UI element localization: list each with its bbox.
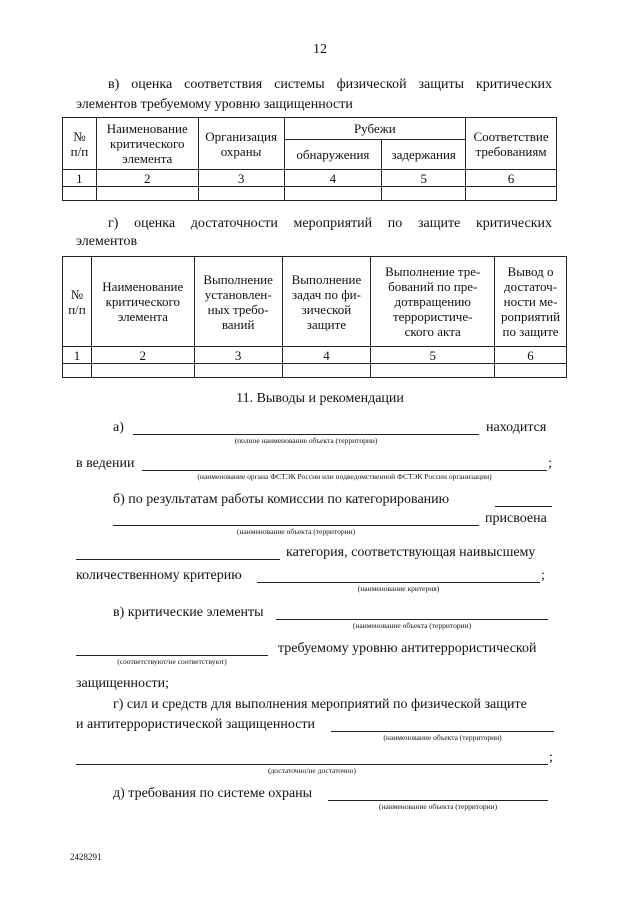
table-g-empty-cell [371,364,495,378]
table-v-header-num: № п/п [63,118,97,170]
vedenii-caption: (наименование органа ФСТЭК России или подведомственной ФСТЭК России организации) [197,472,492,481]
item-a-suffix: находится [486,420,547,435]
table-v-empty-cell [198,187,284,201]
table-g-header-num: № п/п [63,257,92,347]
table-v-empty-cell [382,187,466,201]
table-g-header-prevent: Выполнение тре- бований по пре- дотвращению террористиче- ского акта [371,257,495,347]
vedenii-blank[interactable] [142,470,547,471]
item-g-caption: (наименование объекта (территории) [383,733,502,742]
table-v-num-2: 2 [96,170,198,187]
criterion-blank[interactable] [257,582,540,583]
table-v-empty-cell [63,187,97,201]
table-g-empty-cell [282,364,371,378]
table-v-num-6: 6 [466,170,557,187]
table-v-empty-cell [96,187,198,201]
table-g-header-name: Наименование критического элемента [91,257,194,347]
kategoria-text: категория, соответствующая наивысшему [286,545,536,560]
item-b-blank-1[interactable] [495,506,552,507]
table-v-empty-cell [284,187,382,201]
item-g-blank[interactable] [331,731,554,732]
item-g-line1: г) сил и средств для выполнения мероприятий по физической защите [113,697,527,712]
table-v-header-hold: задержания [382,140,466,170]
table-g-num-3: 3 [194,347,282,364]
table-g-header-conclusion: Вывод о достаточ- ности ме- роприятий по защите [495,257,567,347]
table-g-header-tasks: Выполнение задач по фи- зической защите [282,257,371,347]
table-g-empty-cell [194,364,282,378]
item-v-caption-2: (соответствуют/не соответствуют) [117,657,227,666]
table-g-empty-cell [63,364,92,378]
kolich-semicolon: ; [541,568,545,583]
kolich-label: количественному критерию [76,568,242,583]
item-v-blank-2[interactable] [76,655,268,656]
table-v [62,117,557,201]
item-g-caption-2: (достаточно/не достаточно) [267,766,356,775]
table-g-num-6: 6 [495,347,567,364]
item-v-caption: (наименование объекта (территории) [352,621,472,630]
table-v-header-name: Наименование критического элемента [96,118,198,170]
item-g-line2: и антитеррористической защищенности [76,717,316,732]
vedenii-semicolon: ; [548,456,552,471]
table-v-num-5: 5 [382,170,466,187]
table-g-empty-cell [495,364,567,378]
item-g-blank-2[interactable] [76,764,548,765]
table-g-empty-cell [91,364,194,378]
section-v-line1: в) оценка соответствия системы физической защиты критических [108,77,552,92]
table-v-header-detect: обнаружения [284,140,382,170]
item-v-line: в) критические элементы [113,605,264,620]
zashch-text: защищенности; [76,676,170,691]
table-g-num-1: 1 [63,347,92,364]
vedenii-label: в ведении [76,456,135,471]
table-g-num-4: 4 [282,347,371,364]
footer-code: 2428291 [70,852,102,862]
table-v-header-org: Организация охраны [198,118,284,170]
section-g-line2: элементов [76,234,138,249]
table-v-header-conform: Соответствие требованиям [466,118,557,170]
item-b-caption: (наименование объекта (территории) [236,527,356,536]
item-v-blank[interactable] [276,619,548,620]
table-v-num-1: 1 [63,170,97,187]
table-v-empty-cell [466,187,557,201]
table-v-num-3: 3 [198,170,284,187]
table-v-num-4: 4 [284,170,382,187]
item-b-line: б) по результатам работы комиссии по категорированию [113,492,450,507]
section-v-line2: элементов требуемому уровню защищенности [76,97,353,112]
table-g-num-2: 2 [91,347,194,364]
table-g-num-5: 5 [371,347,495,364]
section-11-title: 11. Выводы и рекомендации [236,391,404,406]
item-g-semicolon: ; [549,750,553,765]
section-g-line1: г) оценка достаточности мероприятий по защите критических [108,216,552,231]
table-v-header-rubezhi: Рубежи [284,118,466,140]
item-b-blank-2[interactable] [113,525,479,526]
item-a-blank[interactable] [133,434,479,435]
item-a-caption: (полное наименование объекта (территории) [234,436,378,445]
page-number: 12 [313,42,327,57]
item-d-caption: (наименование объекта (территории) [378,802,498,811]
item-a-prefix: а) [113,420,124,435]
table-g-header-req: Выполнение установлен- ных требо- ваний [194,257,282,347]
trebuemomu-text: требуемому уровню антитеррористической [278,641,537,656]
kategoria-blank[interactable] [76,559,280,560]
item-d-blank[interactable] [328,800,548,801]
criterion-caption: (наименование критерия) [357,584,440,593]
table-g [62,256,567,378]
prisvoena-label: присвоена [485,511,547,526]
item-d-line: д) требования по системе охраны [113,786,313,801]
